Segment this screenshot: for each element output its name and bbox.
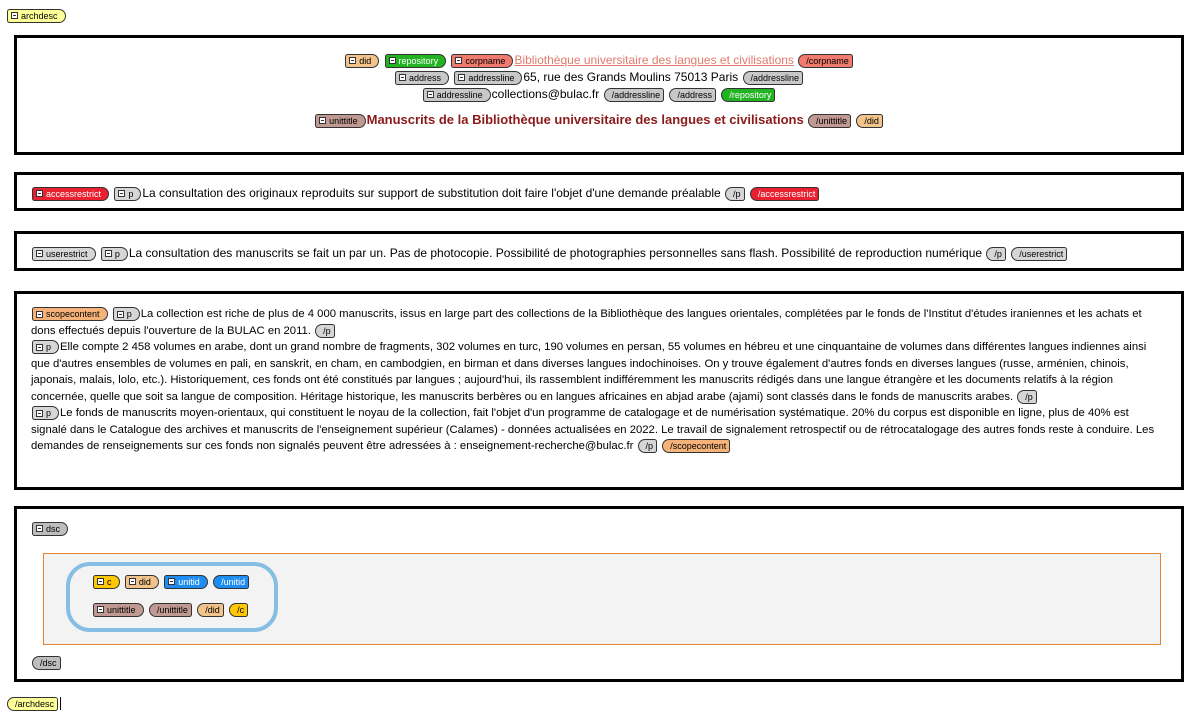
unitid-close-tag[interactable]: /unitid xyxy=(213,575,249,589)
collapse-toggle-icon[interactable] xyxy=(36,190,43,197)
userestrict-line xyxy=(31,245,1181,262)
collapse-toggle-icon[interactable] xyxy=(36,250,43,257)
address-open-tag[interactable]: address xyxy=(395,71,449,85)
p-open-tag[interactable]: p xyxy=(32,406,59,420)
did-close-tag[interactable]: /did xyxy=(197,603,224,617)
scopecontent-open-tag[interactable]: scopecontent xyxy=(32,307,108,321)
accessrestrict-line xyxy=(31,185,1181,202)
did-line-1 xyxy=(17,52,1181,69)
repository-open-tag[interactable]: repository xyxy=(385,54,447,68)
scopecontent-close-tag[interactable]: /scopecontent xyxy=(662,439,730,453)
unittitle-close-tag[interactable]: /unittitle xyxy=(149,603,192,617)
corpname-open-tag[interactable]: corpname xyxy=(451,54,513,68)
c-open-tag[interactable]: c xyxy=(93,575,120,589)
collapse-toggle-icon[interactable] xyxy=(399,74,406,81)
collapse-toggle-icon[interactable] xyxy=(117,311,124,318)
collapse-toggle-icon[interactable] xyxy=(36,525,43,532)
scopecontent-p2-text[interactable]: Elle compte 2 458 volumes en arabe, dont un grand nombre de fragments, 302 volumes en turc, 190 volumes en persan, 55 volumes en hébreu et une cinquantaine de volumes dans différentes langues indiennes ainsi que d'autres ensembles de volumes en pali, en sanskrit, en cham, en cambodgien, en birman et dans diverses langues indochinoises. On y trouve également d'autres fonds en diverses langues (russe, arménien, chinois, japonais, malais, lolo, etc.). Historiquement, ces fonds ont été constitués par langues ; aujourd'hui, ils rassemblent indifféremment les manuscrits rédigés dans une langue étrangère et les documents relatifs à la région concernée, quelle que soit sa langue de composition. Héritage historique, les manuscrits berbères ou en langues africaines en abjad arabe (ajami) sont classés dans le fonds de manuscrits arabes. xyxy=(31,341,1147,403)
c-close-tag[interactable]: /c xyxy=(229,603,248,617)
addressline-open-tag[interactable]: addressline xyxy=(423,88,491,102)
userestrict-open-tag[interactable]: userestrict xyxy=(32,247,96,261)
did-open-tag[interactable]: did xyxy=(345,54,379,68)
collapse-toggle-icon[interactable] xyxy=(319,117,326,124)
unittitle-close-tag[interactable]: /unittitle xyxy=(808,114,851,128)
addressline-close-tag[interactable]: /addressline xyxy=(743,71,804,85)
addressline-1-text[interactable]: 65, rue des Grands Moulins 75013 Paris xyxy=(523,70,739,84)
did-open-tag[interactable]: did xyxy=(125,575,159,589)
collapse-toggle-icon[interactable] xyxy=(36,410,43,417)
p-close-tag[interactable]: /p xyxy=(986,247,1006,261)
archdesc-end-row xyxy=(6,696,61,711)
collapse-toggle-icon[interactable] xyxy=(427,91,434,98)
accessrestrict-box xyxy=(14,172,1184,211)
unittitle-text[interactable]: Manuscrits de la Bibliothèque universitaire des langues et civilisations xyxy=(366,112,804,127)
addressline-open-tag[interactable]: addressline xyxy=(454,71,522,85)
accessrestrict-open-tag[interactable]: accessrestrict xyxy=(32,187,109,201)
userestrict-text[interactable]: La consultation des manuscrits se fait un par un. Pas de photocopie. Possibilité de photographies personnelles sans flash. Possibilité de reproduction numérique xyxy=(128,246,983,260)
highlight-annotation xyxy=(66,562,278,632)
address-close-tag[interactable]: /address xyxy=(669,88,716,102)
addressline-close-tag[interactable]: /addressline xyxy=(604,88,665,102)
accessrestrict-close-tag[interactable]: /accessrestrict xyxy=(750,187,820,201)
collapse-toggle-icon[interactable] xyxy=(118,190,125,197)
dsc-close-tag[interactable]: /dsc xyxy=(32,656,61,670)
collapse-toggle-icon[interactable] xyxy=(389,57,396,64)
unitid-open-tag[interactable]: unitid xyxy=(164,575,208,589)
corpname-close-tag[interactable]: /corpname xyxy=(798,54,853,68)
unittitle-open-tag[interactable]: unittitle xyxy=(315,114,366,128)
scopecontent-p1-text[interactable]: La collection est riche de plus de 4 000 manuscrits, issus en large part des collections de la Bibliothèque des langues orientales, complétées par le fonds de l'Institut d'études iraniennes et les achats et dons effectués depuis l'ouverture de la BULAC en 2011. xyxy=(31,308,1142,337)
p-close-tag[interactable]: /p xyxy=(638,439,658,453)
collapse-toggle-icon[interactable] xyxy=(105,250,112,257)
addressline-2-text[interactable]: collections@bulac.fr xyxy=(491,87,600,101)
archdesc-start-row xyxy=(6,8,67,23)
repository-close-tag[interactable]: /repository xyxy=(721,88,775,102)
p-open-tag[interactable]: p xyxy=(114,187,141,201)
did-close-tag[interactable]: /did xyxy=(856,114,883,128)
archdesc-open-tag[interactable]: archdesc xyxy=(7,9,66,23)
unittitle-open-tag[interactable]: unittitle xyxy=(93,603,144,617)
dsc-open-row xyxy=(31,521,69,536)
userestrict-close-tag[interactable]: /userestrict xyxy=(1011,247,1067,261)
collapse-toggle-icon[interactable] xyxy=(36,311,43,318)
scopecontent-p3-text[interactable]: Le fonds de manuscrits moyen-orientaux, qui constituent le noyau de la collection, fait l'objet d'un programme de catalogage et de numérisation systématique. 20% du corpus est disponible en ligne, plus de 40% est signalé dans le Catalogue des archives et manuscrits de l'enseignement supérieur (Calames) - données actualisées en 2022. Le travail de signalement retrospectif ou de rétrocatalogage des autres fonds reste à conduire. Les demandes de renseignements sur ces fonds non signalés peuvent être adressées à : enseignement-recherche@bulac.fr xyxy=(31,407,1155,452)
collapse-toggle-icon[interactable] xyxy=(349,57,356,64)
collapse-toggle-icon[interactable] xyxy=(36,344,43,351)
archdesc-close-tag[interactable]: /archdesc xyxy=(7,697,58,711)
p-open-tag[interactable]: p xyxy=(113,307,140,321)
scopecontent-p2 xyxy=(31,339,1167,405)
did-box xyxy=(14,35,1184,155)
did-line-4 xyxy=(17,111,1181,129)
dsc-open-tag[interactable]: dsc xyxy=(32,522,68,536)
corpname-link[interactable]: Bibliothèque universitaire des langues et civilisations xyxy=(514,53,794,67)
text-cursor xyxy=(60,697,61,710)
dsc-close-row xyxy=(31,655,62,670)
collapse-toggle-icon[interactable] xyxy=(458,74,465,81)
accessrestrict-text[interactable]: La consultation des originaux reproduits sur support de substitution doit faire l'objet d'une demande préalable xyxy=(142,186,721,200)
p-close-tag[interactable]: /p xyxy=(1017,390,1037,404)
did-line-3 xyxy=(17,86,1181,103)
userestrict-box xyxy=(14,231,1184,271)
p-open-tag[interactable]: p xyxy=(32,340,59,354)
p-open-tag[interactable]: p xyxy=(101,247,128,261)
collapse-toggle-icon[interactable] xyxy=(455,57,462,64)
did-line-2 xyxy=(17,69,1181,86)
scopecontent-p3 xyxy=(31,405,1167,455)
scopecontent-p1 xyxy=(31,306,1167,339)
collapse-toggle-icon[interactable] xyxy=(11,12,18,19)
p-close-tag[interactable]: /p xyxy=(315,324,335,338)
scopecontent-box xyxy=(14,291,1184,490)
p-close-tag[interactable]: /p xyxy=(725,187,745,201)
